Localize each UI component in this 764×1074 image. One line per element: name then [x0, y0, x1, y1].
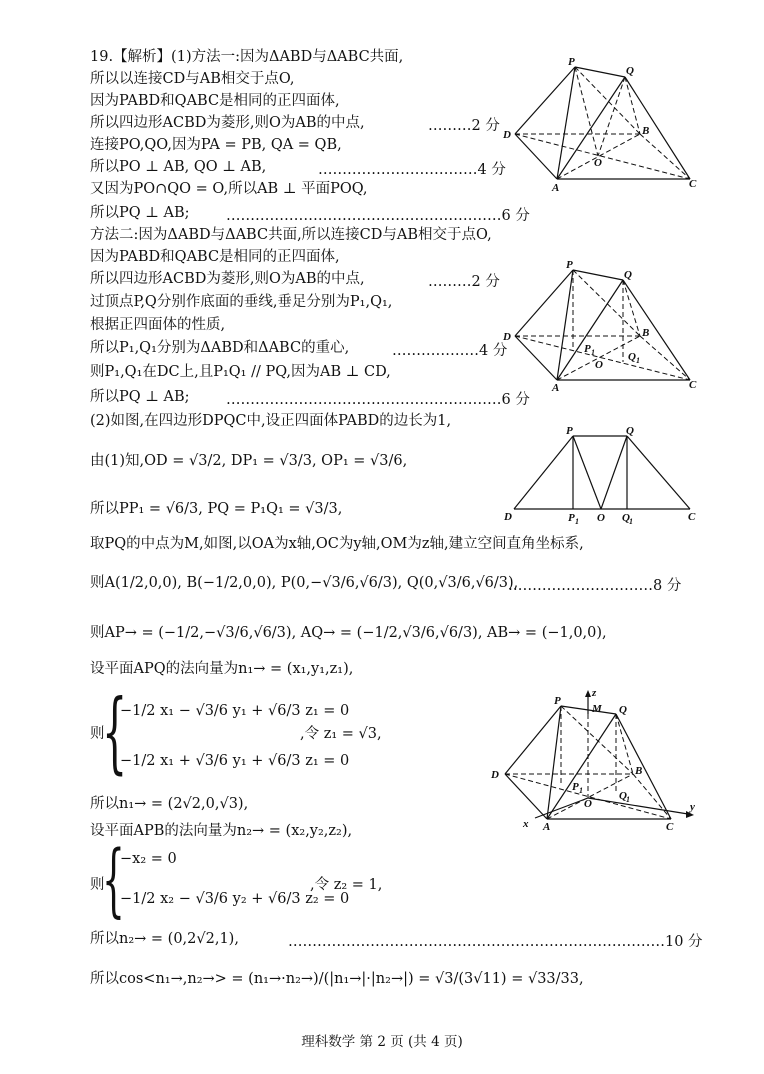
label-p1: P: [568, 512, 575, 524]
text-line: 则P₁,Q₁在DC上,且P₁Q₁ // PQ,因为AB ⊥ CD,: [90, 364, 391, 380]
figure-quadrilateral-dpqc: [500, 424, 710, 524]
label-y: y: [690, 801, 695, 813]
text-line: 所以PO ⊥ AB, QO ⊥ AB,: [90, 159, 267, 175]
label-z: z: [592, 687, 597, 699]
label-o: O: [597, 512, 605, 524]
text-line: 则AP→ = (−1/2,−√3/6,√6/3), AQ→ = (−1/2,√3/6,√6/3), AB→ = (−1,0,0),: [90, 625, 607, 641]
score-mark: …………………………8 分: [508, 578, 682, 594]
label-b: B: [642, 327, 650, 339]
label-o: O: [594, 157, 602, 169]
equation-note: ,令 z₁ = √3,: [300, 726, 382, 742]
score-mark: …………………………………………………6 分: [226, 392, 530, 408]
page-footer: 理科数学 第 2 页 (共 4 页): [301, 1034, 463, 1050]
label-a: A: [552, 382, 560, 393]
text-line: 所以以连接CD与AB相交于点O,: [90, 71, 295, 87]
label-d: D: [491, 769, 499, 781]
label-p1-sub: 1: [575, 517, 579, 524]
equation-note: ,令 z₂ = 1,: [310, 877, 383, 893]
label-p: P: [568, 56, 575, 68]
text-line: 所以n₂→ = (0,2√2,1),: [90, 931, 239, 947]
score-mark: ………2 分: [428, 274, 500, 290]
label-c: C: [689, 178, 697, 190]
label-m: M: [592, 703, 602, 715]
label-x: x: [523, 818, 529, 830]
text-line: 19.【解析】(1)方法一:因为ΔABD与ΔABC共面,: [90, 49, 404, 65]
text-line: 所以四边形ACBD为菱形,则O为AB的中点,: [90, 271, 365, 287]
label-p1: P: [572, 781, 579, 793]
text-line: 方法二:因为ΔABD与ΔABC共面,所以连接CD与AB相交于点O,: [90, 227, 492, 243]
figure-tetrahedra-1: [500, 52, 700, 192]
label-c: C: [689, 379, 697, 391]
label-q: Q: [624, 269, 632, 281]
figure-coordinate-system: [488, 686, 704, 831]
label-q1-sub: 1: [629, 517, 633, 524]
label-o: O: [584, 798, 592, 810]
text-line: (2)如图,在四边形DPQC中,设正四面体PABD的边长为1,: [90, 413, 452, 429]
text-line: 过顶点P,Q分别作底面的垂线,垂足分别为P₁,Q₁,: [90, 294, 393, 310]
text-line: 因为PABD和QABC是相同的正四面体,: [90, 249, 340, 265]
score-mark: ……………………………………………………………………10 分: [288, 934, 703, 950]
label-q1: Q: [628, 351, 636, 363]
system-label: 则: [90, 726, 105, 742]
label-d: D: [503, 331, 511, 343]
text-line: 所以PQ ⊥ AB;: [90, 205, 190, 221]
text-line: 所以PP₁ = √6/3, PQ = P₁Q₁ = √3/3,: [90, 501, 343, 517]
score-mark: ……………………………4 分: [318, 162, 506, 178]
label-a: A: [543, 821, 551, 831]
equation: −1/2 x₂ − √3/6 y₂ + √6/3 z₂ = 0: [120, 891, 350, 907]
label-p1: P: [584, 343, 591, 355]
text-line: 设平面APQ的法向量为n₁→ = (x₁,y₁,z₁),: [90, 661, 354, 677]
label-p1-sub: 1: [591, 348, 595, 357]
label-c: C: [666, 821, 674, 831]
equation: −1/2 x₁ + √3/6 y₁ + √6/3 z₁ = 0: [120, 753, 350, 769]
text-line: 因为PABD和QABC是相同的正四面体,: [90, 93, 340, 109]
equation: −x₂ = 0: [120, 851, 177, 867]
text-line: 所以cos<n₁→,n₂→> = (n₁→·n₂→)/(|n₁→|·|n₂→|) = √3/(3√11) = √33/33,: [90, 971, 584, 987]
text-line: 所以P₁,Q₁分别为ΔABD和ΔABC的重心,: [90, 340, 350, 356]
text-line: 根据正四面体的性质,: [90, 317, 226, 333]
label-p: P: [566, 425, 573, 437]
score-mark: ………………4 分: [392, 343, 508, 359]
label-o: O: [595, 359, 603, 371]
label-q1-sub: 1: [636, 356, 640, 365]
label-a: A: [552, 182, 560, 192]
label-q: Q: [626, 425, 634, 437]
system-label: 则: [90, 877, 105, 893]
label-d: D: [504, 511, 512, 523]
score-mark: …………………………………………………6 分: [226, 208, 530, 224]
label-d: D: [503, 129, 511, 141]
text-line: 连接PO,QO,因为PA = PB, QA = QB,: [90, 137, 342, 153]
label-b: B: [635, 765, 643, 777]
text-line: 所以PQ ⊥ AB;: [90, 389, 190, 405]
equation: −1/2 x₁ − √3/6 y₁ + √6/3 z₁ = 0: [120, 703, 350, 719]
text-line: 由(1)知,OD = √3/2, DP₁ = √3/3, OP₁ = √3/6,: [90, 453, 408, 469]
text-line: 又因为PO∩QO = O,所以AB ⊥ 平面POQ,: [90, 181, 368, 197]
label-q1: Q: [619, 790, 627, 802]
text-line: 取PQ的中点为M,如图,以OA为x轴,OC为y轴,OM为z轴,建立空间直角坐标系,: [90, 536, 584, 552]
text-line: 设平面APB的法向量为n₂→ = (x₂,y₂,z₂),: [90, 823, 353, 839]
label-p: P: [566, 259, 573, 271]
label-c: C: [688, 511, 696, 523]
label-p: P: [554, 695, 561, 707]
text-line: 所以n₁→ = (2√2,0,√3),: [90, 796, 249, 812]
label-q1-sub: 1: [626, 795, 630, 804]
figure-tetrahedra-2: [500, 258, 700, 393]
label-b: B: [642, 125, 650, 137]
label-q: Q: [626, 65, 634, 77]
text-line: 则A(1/2,0,0), B(−1/2,0,0), P(0,−√3/6,√6/3), Q(0,√3/6,√6/3),: [90, 575, 519, 591]
brace: {: [102, 833, 125, 926]
score-mark: ………2 分: [428, 118, 500, 134]
text-line: 所以四边形ACBD为菱形,则O为AB的中点,: [90, 115, 365, 131]
label-q: Q: [619, 704, 627, 716]
brace: {: [102, 680, 128, 783]
label-q1: Q: [622, 512, 630, 524]
label-p1-sub: 1: [579, 786, 583, 795]
